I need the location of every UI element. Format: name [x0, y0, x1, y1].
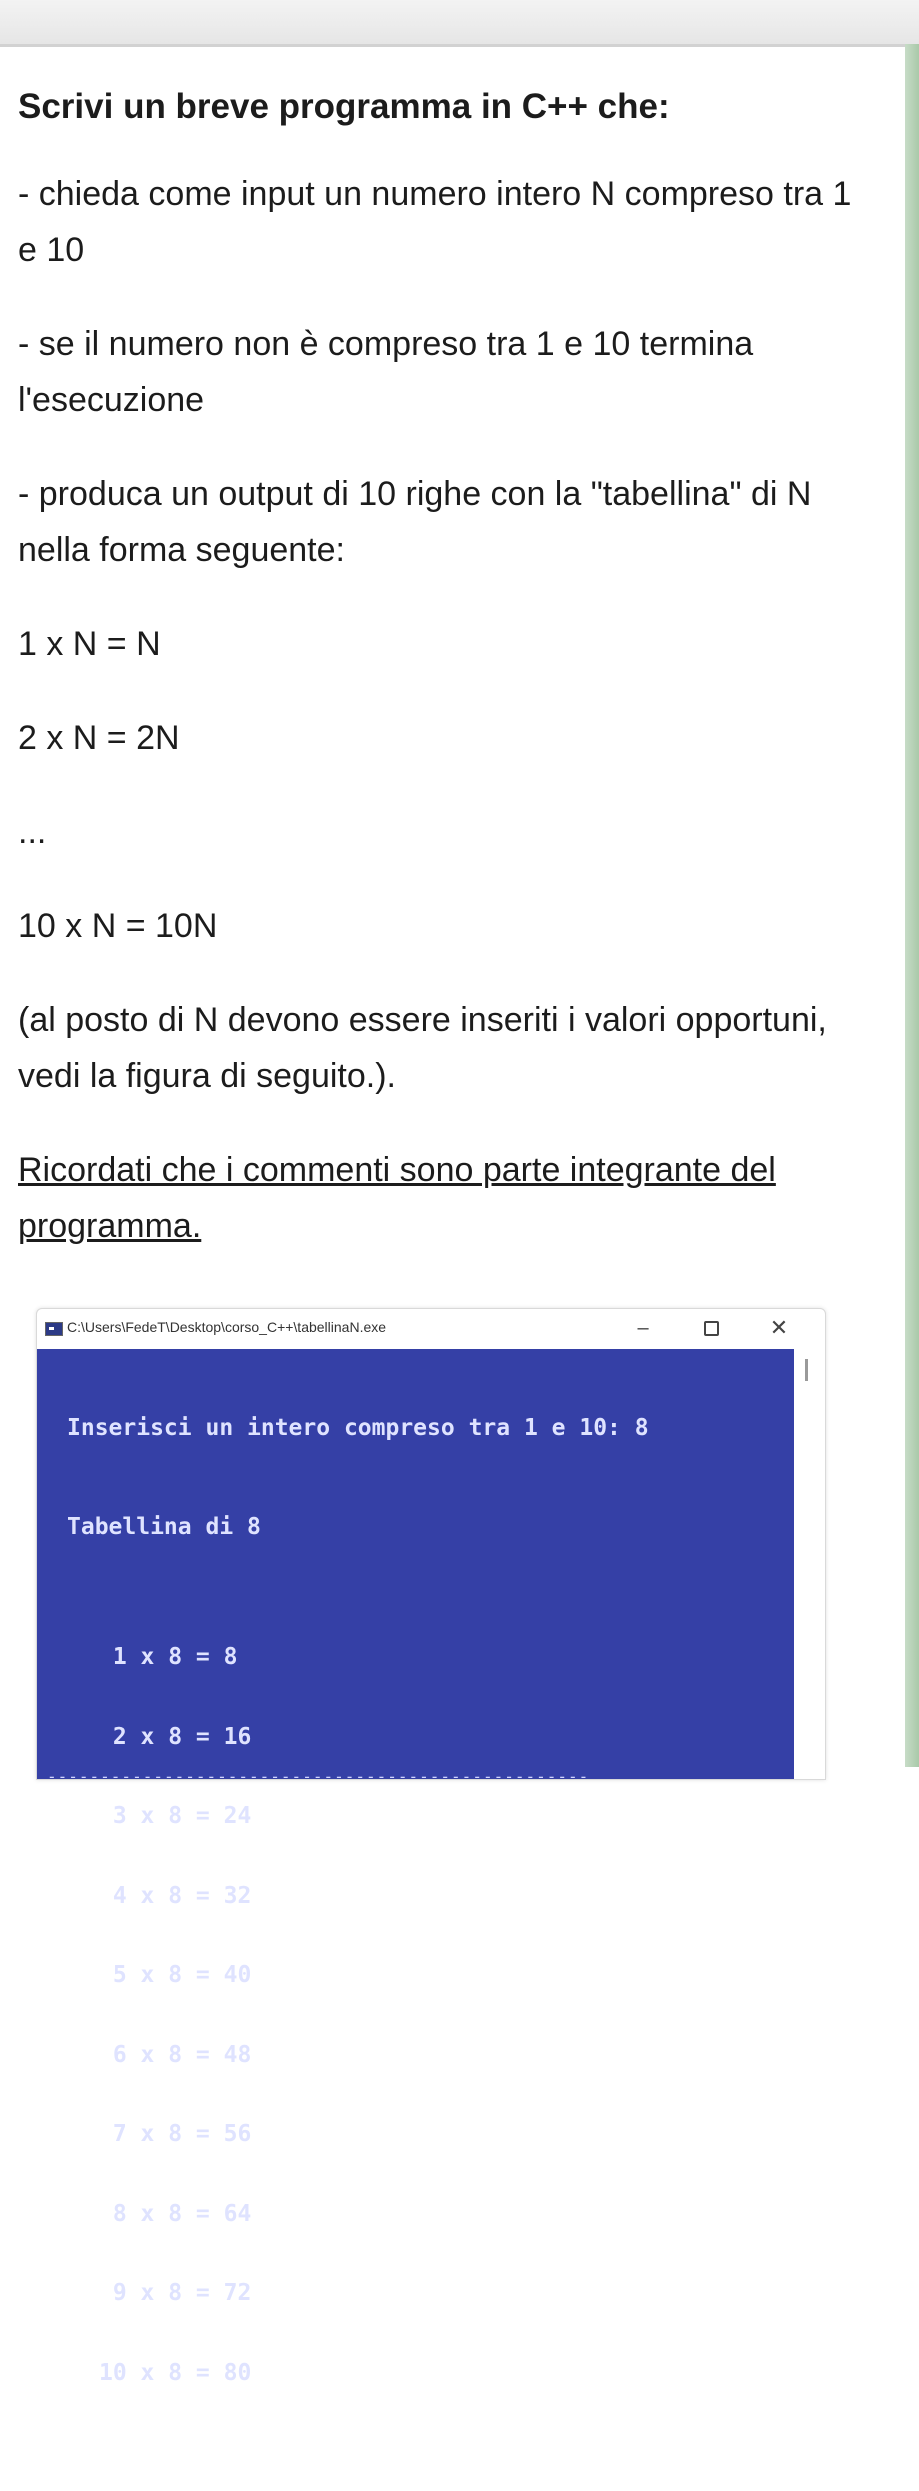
console-table-row: 10 x 8 = 80: [99, 2359, 252, 2386]
console-output: [67, 1363, 649, 2491]
close-button[interactable]: ✕: [769, 1315, 789, 1340]
exercise-content: [18, 44, 878, 1254]
right-side-rail: [905, 44, 919, 1767]
console-table-row: 9 x 8 = 72: [99, 2280, 252, 2306]
console-table-row: 5 x 8 = 40: [99, 1962, 252, 1988]
console-scrollbar[interactable]: [805, 1359, 808, 1381]
bullet-output: - produca un output di 10 righe con la "tabellina" di N nella forma seguente:: [18, 475, 812, 569]
console-window-title: C:\Users\FedeT\Desktop\corso_C++\tabellinaN.exe: [67, 1319, 387, 1335]
console-table-row: 3 x 8 = 24: [99, 1803, 252, 1829]
formula-line: 10 x N = 10N: [18, 907, 218, 945]
bullet-terminate: - se il numero non è compreso tra 1 e 10 termina l'esecuzione: [18, 325, 754, 419]
console-app-icon: [45, 1322, 63, 1336]
note-paragraph: (al posto di N devono essere inseriti i valori opportuni, vedi la figura di seguito.).: [18, 1001, 827, 1095]
reminder-paragraph: Ricordati che i commenti sono parte integrante del programma.: [18, 1151, 776, 1245]
console-table-row: 8 x 8 = 64: [99, 2200, 252, 2227]
formula-line: 2 x N = 2N: [18, 719, 180, 757]
formula-ellipsis: ...: [18, 813, 47, 851]
minimize-button[interactable]: –: [637, 1317, 649, 1339]
console-table-row: 2 x 8 = 16: [99, 1723, 252, 1750]
console-table-title: Tabellina di 8: [67, 1514, 261, 1540]
maximize-button[interactable]: [691, 1315, 731, 1341]
formula-line: 1 x N = N: [18, 625, 161, 663]
exercise-heading: Scrivi un breve programma in C++ che:: [18, 87, 670, 126]
console-table-row: 7 x 8 = 56: [99, 2121, 252, 2147]
console-table-rows: [67, 1591, 649, 2439]
console-separator: ---------------------------------------------------: [47, 1767, 590, 1786]
console-screen[interactable]: [37, 1349, 794, 2386]
bullet-input: - chieda come input un numero intero N compreso tra 1 e 10: [18, 175, 852, 269]
maximize-icon: [704, 1321, 719, 1336]
console-titlebar[interactable]: [37, 1309, 825, 1347]
browser-top-bar: [0, 0, 919, 47]
console-table-row: 4 x 8 = 32: [99, 1882, 252, 1909]
console-table-row: 6 x 8 = 48: [99, 2041, 252, 2068]
console-prompt: Inserisci un intero compreso tra 1 e 10: 8: [67, 1415, 649, 1441]
console-window: [36, 1308, 826, 2386]
console-table-row: 1 x 8 = 8: [99, 1644, 238, 1670]
